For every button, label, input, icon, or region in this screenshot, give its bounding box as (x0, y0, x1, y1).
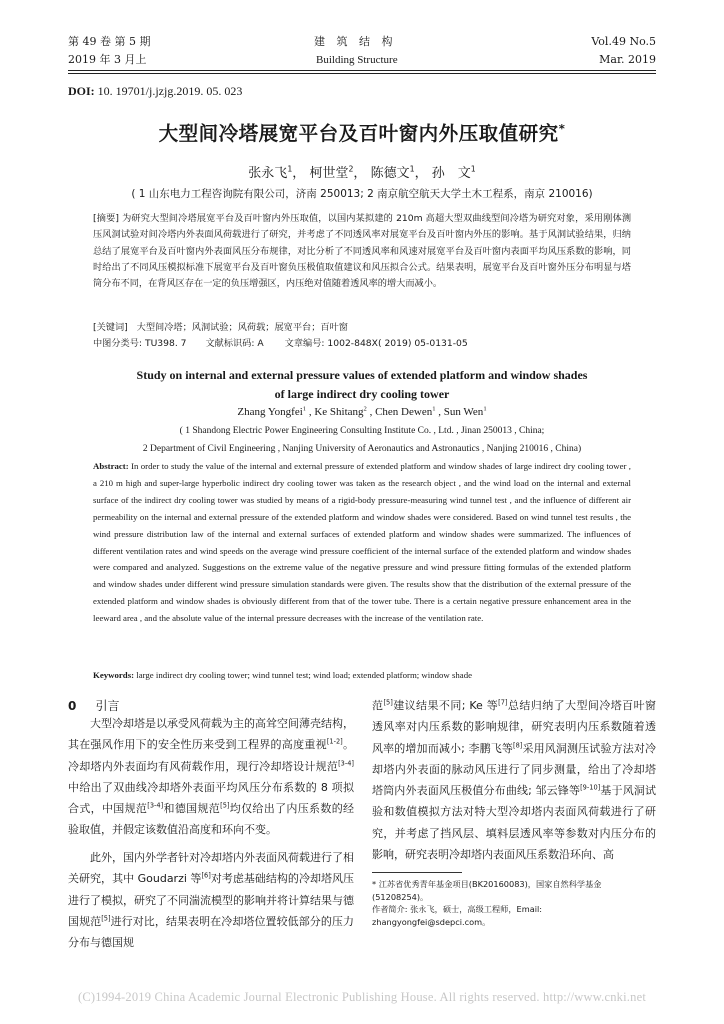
author-sep-3: ， (414, 166, 428, 181)
citation: [3-4] (338, 758, 354, 767)
journal-volume: 第 49 卷 第 5 期 (68, 35, 151, 48)
citation: [9-10] (580, 783, 601, 792)
intro-r-text-3: 总结归纳了大型间冷塔百叶窗透风率对内压系数的影响规律，研究表明内压系数随着透风率的增加而减小; 李鹏飞等 (372, 699, 657, 755)
journal-date-en: Mar. 2019 (599, 53, 656, 66)
doc-code-label: 文献标识码: (205, 338, 255, 349)
abstract-cn-text: 为研究大型间冷塔展宽平台及百叶窗内外压取值，以国内某拟建的 210m 高超大型双曲线型间冷塔为研究对象，采用刚体测压风洞试验对间冷塔内外表面风荷载进行了研究，并考虑了不同透风率对展宽平台及百叶窗内外压的影响。基于风洞试验结果，归纳总结了展宽平台及百叶窗内外表面风压分布规律，对比分析了不同透风率和风速对展宽平台及百叶窗内表面平均风压系数的影响，同时给出了不同风压模拟标准下展宽平台及百叶窗负压极值取值建议和风压拟合公式。结果表明，展宽平台及百叶窗外压分布明显与塔筒分布不同，在背风区存在一定的负压增强区，内压绝对值随着透风率的增大而减小。 (93, 213, 631, 290)
english-keywords (93, 667, 631, 684)
intro-p2-text-b: 对考虑基础结构的冷却塔风压进行了模拟，研究了不同湍流模型的影响并将计算结果与德国规范 (68, 872, 355, 928)
en-author-3: Chen Dewen (375, 406, 433, 418)
journal-name-cn: 建 筑 结 构 (314, 35, 397, 48)
clc-label: 中图分类号: (93, 338, 143, 349)
header-rule-top (68, 70, 656, 71)
abstract-cn (93, 211, 631, 325)
section-heading-intro (68, 695, 354, 714)
title-footnote-mark: * (558, 121, 566, 136)
citation: [5] (383, 698, 393, 707)
author-3-aff: 1 (409, 164, 415, 174)
paper-title-text: 大型间冷塔展宽平台及百叶窗内外压取值研究 (158, 122, 559, 145)
paper-title (0, 118, 724, 146)
header-rule-bottom (68, 73, 656, 74)
en-author-3-aff: 1 (432, 405, 436, 413)
intro-r-text-4: 采用风洞测压试验方法对冷却塔内外表面的脉动风压进行了同步测量，给出了冷却塔塔筒内外表面风压极值分布曲线; 邹云锋等 (372, 741, 657, 798)
english-title (0, 366, 724, 404)
footnote-fund: * 江苏省优秀青年基金项目(BK20160083)，国家自然科学基金(51208254)。 (372, 879, 602, 902)
en-author-4-aff: 1 (483, 405, 487, 413)
author-3: 陈德文 (370, 166, 410, 181)
english-abstract-text: In order to study the value of the internal and external pressure of extended platform and window shades of large indirect dry cooling tower , a 210 m high and super-large hyperbolic indirect dry cooling tower was taken as the research object , and the wind load on the internal and external surface of the indirect dry cooling tower was studied by means of a rigid-body pressure-measuring wind tunnel test , and the influence of different air permeability on the internal and external pressure of the extended platform and window shades were considered. Based on wind tunnel test results , the wind pressure distribution law of the internal and external surfaces of extended platform and window shades were summarized. The influences of different ventilation rates and wind speeds on the average wind pressure coefficient of the internal surface of the extended platform and window shades were compared and analyzed. Suggestions on the extreme value of the negative pressure and wind pressure fitting formulas of the extended platform and window shades under different wind pressure simulation standards were given. The results show that the distribution of the external pressure of the extended platform and window shades is obviously different from that of the tower tube. There is a certain negative pressure enhancement area in the leeward area , and the absolute value of the internal pressure decreases with the increase of the ventilation rate. (93, 461, 631, 624)
intro-p1-text-e: 均仅给出了内压系数的经验取值，并假定该数值沿高度和环向不变。 (68, 802, 355, 837)
intro-paragraph-1 (68, 713, 354, 841)
keywords-cn-text: 大型间冷塔；风洞试验；风荷载；展宽平台；百叶窗 (136, 322, 348, 333)
intro-p1-text-c: 中给出了双曲线冷却塔外表面平均风压分布系数的 8 项拟合式，中国规范 (68, 780, 354, 816)
intro-r-text-1: 范 (372, 699, 384, 712)
classification-line (93, 336, 631, 352)
intro-p1-text-d: 和德国规范 (163, 802, 221, 816)
english-keywords-text: large indirect dry cooling tower; wind tunnel test; wind load; extended platform; window shade (136, 670, 473, 680)
citation: [1-2] (326, 737, 343, 746)
en-author-1-aff: 1 (302, 405, 307, 413)
english-author-list: Zhang Yongfei$^1$ , Ke Shitang$^2$ , Chen Dewen$^1$ , Sun Wen$^1$ (237, 405, 487, 418)
author-2-aff: 2 (348, 164, 354, 174)
en-author-4: Sun Wen (443, 406, 484, 418)
abstract-cn-label: [摘要] (93, 213, 120, 224)
english-title-line-1: Study on internal and external pressure values of extended platform and window shades (136, 368, 588, 382)
author-list (0, 162, 724, 181)
author-4: 孙 文 (431, 166, 471, 181)
english-affiliation-2: 2 Department of Civil Engineering , Nanjing University of Aeronautics and Astronautics , Nanjing 210016 , China) (142, 444, 582, 454)
affiliation: ( 1 山东电力工程咨询院有限公司，济南 250013; 2 南京航空航天大学土木工程系，南京 210016) (131, 188, 593, 200)
keywords-cn (93, 320, 631, 336)
author-1: 张永飞 (248, 166, 288, 181)
intro-p2-text-c: 进行对比，结果表明在冷却塔位置较低部分的压力分布与德国规 (68, 914, 355, 950)
section-number: 0 (68, 699, 77, 713)
doi-label: DOI: (68, 84, 95, 98)
author-1-aff: 1 (287, 164, 293, 174)
citation: [8] (513, 740, 523, 749)
doi-value: 10. 19701/j.jzjg.2019. 05. 023 (94, 84, 243, 98)
footnote (372, 878, 656, 928)
keywords-cn-label: [关键词] (93, 322, 128, 333)
author-4-aff: 1 (470, 164, 476, 174)
author-sep-1: ， (292, 166, 306, 181)
citation: [7] (498, 698, 508, 707)
citation: [6] (201, 871, 211, 880)
citation: [5] (220, 801, 230, 810)
intro-r-text-2: 建议结果不同; Ke 等 (392, 699, 499, 712)
english-title-line-2: of large indirect dry cooling tower (274, 387, 450, 401)
english-keywords-label: Keywords: (93, 670, 135, 680)
en-author-2: Ke Shitang (314, 406, 364, 418)
journal-date: 2019 年 3 月上 (68, 53, 147, 66)
journal-volume-en: Vol.49 No.5 (591, 35, 656, 48)
intro-p2-text-a: 此外，国内外学者针对冷却塔内外表面风荷载进行了相关研究，其中 Goudarzi 等 (68, 851, 354, 886)
en-author-1: Zhang Yongfei (237, 406, 303, 418)
en-author-2-aff: 2 (363, 405, 367, 413)
intro-p1-text-b: 。冷却塔内外表面均有风荷载作用，现行冷却塔设计规范 (68, 738, 355, 773)
footnote-author: 作者简介: 张永飞，硕士，高级工程师，Email: zhangyongfei@sdepci.com。 (372, 904, 543, 927)
english-affiliation-1: ( 1 Shandong Electric Power Engineering Consulting Institute Co. , Ltd. , Jinan 250013 , China; (179, 426, 545, 436)
citation: [3-4] (147, 801, 164, 810)
clc-code: TU398. 7 (144, 338, 187, 349)
section-title: 引言 (95, 699, 120, 713)
citation: [5] (101, 914, 111, 923)
intro-paragraph-2 (68, 847, 354, 953)
intro-p1-text-a: 大型冷却塔是以承受风荷载为主的高耸空间薄壳结构，其在强风作用下的安全性历来受到工程界的高度重视 (68, 717, 354, 752)
journal-name-en: Building Structure (316, 54, 398, 66)
article-no-label: 文章编号: (284, 338, 325, 349)
english-abstract-label: Abstract: (93, 461, 129, 471)
footnote-rule (372, 872, 462, 873)
english-abstract (93, 458, 631, 668)
article-no: 1002-848X( 2019) 05-0131-05 (327, 338, 468, 349)
author-2: 柯世堂 (309, 166, 349, 181)
doi (68, 84, 242, 99)
intro-paragraph-2-continued (372, 695, 656, 865)
author-sep-2: ， (353, 166, 367, 181)
cnki-watermark: (C)1994-2019 China Academic Journal Electronic Publishing House. All rights reserved. http://www.cnki.net (77, 990, 646, 1004)
doc-code: A (257, 338, 264, 349)
intro-r-text-5: 基于风洞试验和数值模拟方法对特大型冷却塔内表面风荷载进行了研究，并考虑了挡风层、填料层透风率等参数对内压分布的影响，研究表明冷却塔内表面风压系数沿环向、高 (372, 784, 656, 862)
